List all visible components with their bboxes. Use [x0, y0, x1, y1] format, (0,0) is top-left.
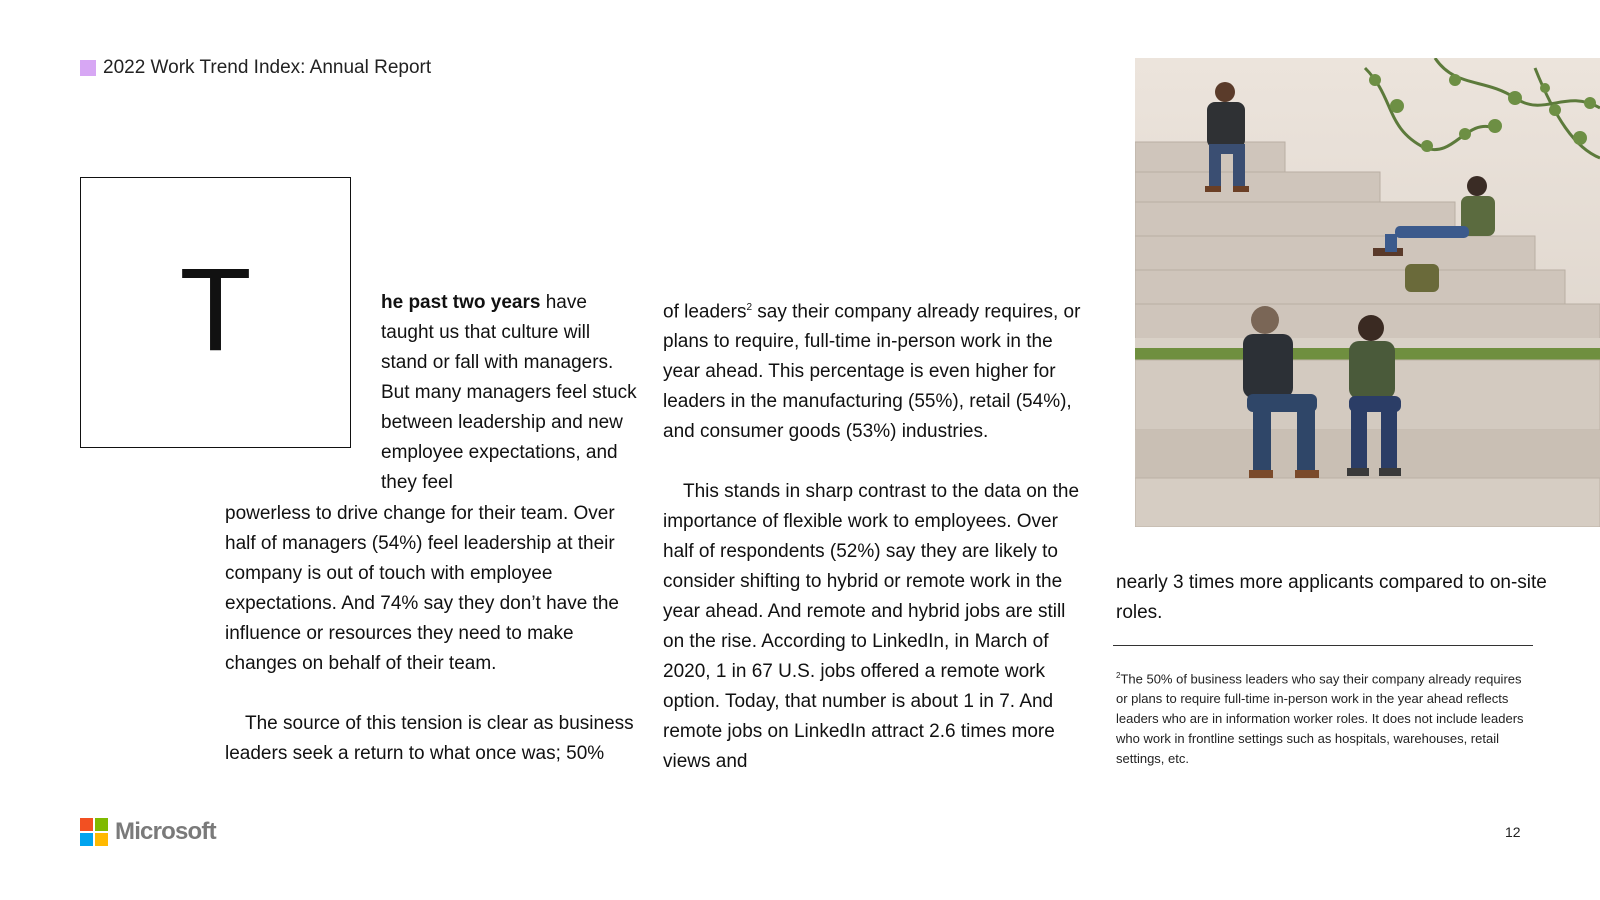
footnote — [1116, 666, 1536, 769]
column1-paragraph-continued: powerless to drive change for their team. Over half of managers (54%) feel leadership at their company is out of touch with employee expectations. And 74% say they don’t have the influence or resources they need to make changes on behalf of their team. — [225, 503, 619, 674]
column2-p1-start: of leaders — [663, 301, 747, 323]
footnote-divider — [1113, 645, 1533, 646]
photo-illustration — [1135, 58, 1600, 527]
dropcap-letter: T — [179, 243, 252, 376]
column3-body: nearly 3 times more applicants compared to on-site roles. — [1116, 572, 1547, 623]
column2-paragraph-1 — [663, 293, 1083, 447]
column1-lead-paragraph — [381, 288, 641, 498]
footnote-text: The 50% of business leaders who say their company already requires or plans to require full-time in-person work in the year ahead reflects leaders who are in information worker roles. It does not include leaders who work in frontline settings such as hospitals, warehouses, retail settings, etc. — [1116, 671, 1524, 767]
microsoft-wordmark: Microsoft — [115, 818, 216, 845]
column1-body — [225, 499, 647, 769]
people-on-steps-photo — [1135, 58, 1600, 527]
lead-bold-phrase: he past two years — [381, 292, 541, 313]
column2-p1-rest: say their company already requires, or plans to require, full-time in-person work in the year ahead. This percentage is even higher for leaders in the manufacturing (55%), retail (54%), and consumer goods (53%) industries. — [663, 301, 1081, 443]
lead-text: have taught us that culture will stand or fall with managers. But many managers feel stuck between leadership and new employee expectations, and they feel — [381, 292, 637, 493]
column2-body — [663, 293, 1083, 777]
column1-paragraph-2: The source of this tension is clear as business leaders seek a return to what once was; 50% — [225, 713, 634, 764]
paragraph-spacer — [225, 679, 647, 709]
footnote-number: 2 — [1116, 671, 1121, 680]
report-accent-square — [80, 60, 96, 76]
microsoft-logo — [80, 818, 216, 846]
microsoft-logo-icon — [80, 818, 108, 846]
paragraph-spacer — [663, 447, 1083, 477]
dropcap-box — [80, 177, 351, 448]
footnote-reference[interactable]: 2 — [746, 302, 753, 313]
column2-paragraph-2: This stands in sharp contrast to the data on the importance of flexible work to employees. Over half of respondents (52%) say they are likely to consider shifting to hybrid or remote work in the year ahead. And remote and hybrid jobs are still on the rise. According to LinkedIn, in March of 2020, 1 in 67 U.S. jobs offered a remote work option. Today, that number is about 1 in 7. And remote jobs on LinkedIn attract 2.6 times more views and — [663, 481, 1080, 773]
page-number: 12 — [1505, 824, 1521, 840]
report-title: 2022 Work Trend Index: Annual Report — [103, 57, 432, 78]
